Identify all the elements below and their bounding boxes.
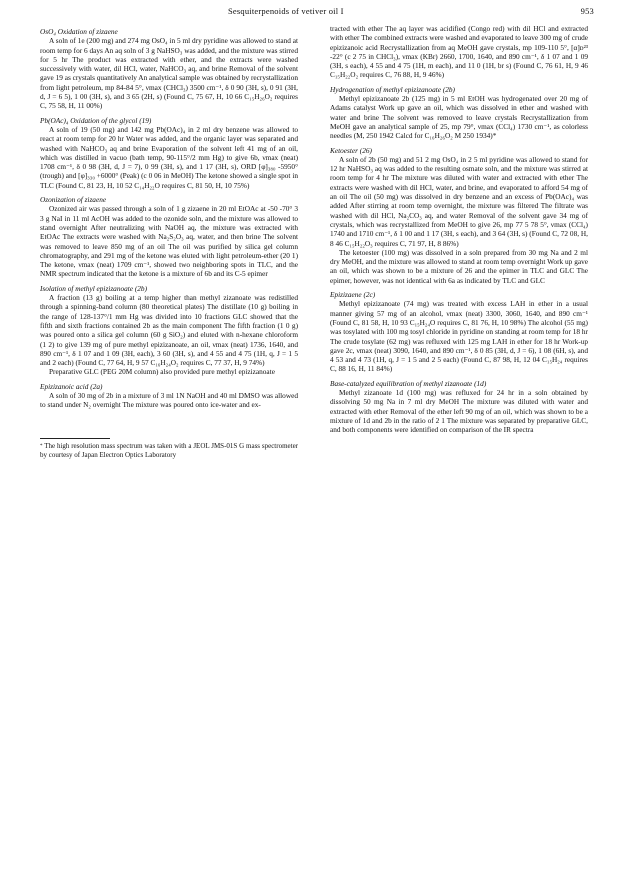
left-column: [40, 24, 298, 460]
section-heading: Base-catalyzed equilibration of methyl zizanoate (1d): [330, 378, 487, 388]
paragraph: tracted with ether The aq layer was acidified (Congo red) with dil HCl and extracted with ether The combined extracts were washed and evaporated to leave 300 mg of crude epizizanoic acid Recrystallization from aq MeOH gave crystals, mp 109-110 5°, [α]ᴅ²³ -22° (c 2 75 in CHCl₃), νmax (KBr) 2660, 1700, 1640, and 890 cm⁻¹, δ 1 07 and 1 09 (3H, s each), 4 55 and 4 75 (1H, m each), and 11 0 (1H, br s) (Found C, 76 61, H, 9 46 C₁₅H₂₂O₂ requires C, 76 88, H, 9 46%): [330, 24, 588, 80]
paragraph: A fraction (13 g) boiling at a temp higher than methyl zizanoate was redistilled through a spinning-band column (80 theoretical plates) The distillate (10 g) boiling in the range of 128-137°/1 mm Hg was divided into 10 fractions GLC showed that the fifth and sixth fractions contained 2b as the main component The fifth fraction (1 0 g) was poured onto a silica gel column (60 g SiO₂) and eluted with n-hexane chloroform (1 2) to give 139 mg of pure methyl epizizanoate, an oil, νmax (neat) 1736, 1640, and 890 cm⁻¹, δ 1 07 and 1 09 (3H, each), 3 60 (3H, s), and 4 55 and 4 75 (1H, q, J = 1 5 and 2 each) (Found C, 77 64, H, 9 57 C₁₆H₂₄O₂ requires C, 77 37, H, 9 74%): [40, 293, 298, 368]
section-isolation: [40, 284, 298, 377]
section-oso4-oxidation: [40, 27, 298, 111]
section-heading: Ketoester (26): [330, 145, 372, 155]
footnote-rule: [40, 438, 110, 439]
running-head: [0, 6, 624, 20]
paragraph: Ozonized air was passed through a soln of 1 g zizaene in 20 ml EtOAc at -50 -70° 3 3 g NaI in 11 ml AcOH was added to the ozonide soln, and the mixture was allowed to stand overnight After neutralizing with NaOH aq, the mixture was extracted with EtOAc The extracts were washed with Na₂S₂O₃ aq, water, and then brine The solvent was removed to leave 850 mg of an oil The oil was purified by silica gel column chromatography, and 291 mg of the ketone was eluted with light petroleum-ether (20 1) The ketone, νmax (neat) 1709 cm⁻¹, showed two neighboring spots in TLC, and the NMR spectrum indicated that the ketone is a mixture of 6b and its C-5 epimer: [40, 204, 298, 279]
section-ozonization: [40, 195, 298, 279]
paragraph: A soln of 1e (200 mg) and 274 mg OsO₄ in 5 ml dry pyridine was allowed to stand at room temp for 6 days An aq soln of 3 g NaHSO₃ was added, and the mixture was stirred for 5 hr The product was extracted with ether, and the extracts were washed successively with water, dil HCl, water, NaHCO₃ aq, and brine Removal of the solvent gave 19 as crystals quantitatively An analytical sample was obtained by recrystallization from light petroleum, mp 84-84 5°, νmax (CHCl₃) 3500 cm⁻¹, δ 0 90 (3H, s), 0 91 (3H, d, J = 6 5), 1 00 (3H, s), and 3 65 (2H, s) (Found C, 75 67, H, 10 66 C₁₅H₂₆O₂ requires C, 75 58, H, 11 00%): [40, 36, 298, 111]
section-hydrogenation: [330, 85, 588, 141]
paragraph: Methyl epizizanoate 2b (125 mg) in 5 ml EtOH was hydrogenated over 20 mg of Adams catalyst Work up gave an oil, which was dissolved in ether and washed with water and brine The solvent was removed to leave crystals Recrystallization from MeOH gave an analytical sample of 25, mp 79°, νmax (CCl₄) 1730 cm⁻¹, as colorless needles (M, 250 1942 Calcd for C₁₆H₂₆O₂ M 250 1934)*: [330, 94, 588, 141]
section-heading: Ozonization of zizaene: [40, 195, 107, 205]
footnote-mark: *: [40, 443, 43, 449]
running-title: Sesquiterpenoids of vetiver oil I: [228, 6, 344, 16]
section-heading: Pb(OAc)₄ Oxidation of the glycol (19): [40, 115, 152, 125]
section-continuation: [330, 24, 588, 80]
paragraph: Methyl epizizanoate (74 mg) was treated with excess LAH in ether in a usual manner giving 57 mg of an alcohol, νmax (neat) 3300, 3060, 1640, and 890 cm⁻¹ (Found C, 81 58, H, 10 93 C₁₅H₂₄O requires C, 81 76, H, 10 98%) The alcohol (55 mg) was tosylated with 100 mg tosyl chloride in pyridine on standing at room temp for 18 hr The crude tosylate (62 mg) was refluxed with 125 mg LAH in ether for 18 hr Work-up gave 2c, νmax (neat) 3090, 1640, and 890 cm⁻¹, δ 0 85 (3H, d, J = 6), 1 08 (6H, s), and 4 53 and 4 73 (1H, q, J = 1 5 and 2 5 each) (Found C, 87 98, H, 12 04 C₁₅H₂₄ requires C, 88 16, H, 11 84%): [330, 299, 588, 374]
section-pb-oxidation: [40, 116, 298, 190]
paragraph: Methyl zizanoate 1d (100 mg) was refluxed for 24 hr in a soln obtained by dissolving 50 mg Na in 7 ml dry MeOH The mixture was diluted with water and extracted with ether Removal of the ether left 90 mg of an oil, which was shown to be a mixture of 1d and 2b in the ratio of 2 1 The mixture was separated by preparative GLC, and both components were identified on comparison of the IR spectra: [330, 387, 588, 435]
section-heading: Isolation of methyl epizizanoate (2b): [40, 283, 148, 293]
section-ketoester: [330, 146, 588, 285]
section-heading: Epizizanoic acid (2a): [40, 381, 103, 391]
footnote-text: The high resolution mass spectrum was taken with a JEOL JMS-01S G mass spectrometer by courtesy of Japan Electron Optics Laboratory: [40, 441, 299, 459]
paragraph: A soln of 19 (50 mg) and 142 mg Pb(OAc)₄ in 2 ml dry benzene was allowed to react at room temp for 20 hr Water was added, and the organic layer was separated and washed with NaHCO₃ aq and brine Evaporation of the solvent left 41 mg of an oil, which was distilled in vacuo (bath temp, 90-115°/2 mm Hg) to give 6b, νmax (neat) 1708 cm⁻¹, δ 0 98 (3H, d, J = 7), 0 99 (3H, s), and 1 17 (3H, s), ORD [φ]₃₈₀ -5950° (trough) and [φ]₃₃₀ +6000° (Peak) (c 0 06 in MeOH) The ketone showed a single spot in TLC (Found C, 81 23, H, 10 52 C₁₄H₂₂O requires C, 81 50, H, 10 75%): [40, 124, 298, 190]
footnote: [40, 442, 298, 460]
section-equilibration: [330, 379, 588, 435]
section-heading: Hydrogenation of methyl epizizanoate (2b): [330, 84, 455, 94]
section-heading: OsO₄ Oxidation of zizaene: [40, 27, 118, 36]
section-epizizanoic-acid: [40, 382, 298, 410]
page-number: 953: [580, 6, 594, 16]
right-column: [330, 24, 588, 439]
paragraph: A soln of 2b (50 mg) and 51 2 mg OsO₄ in 2 5 ml pyridine was allowed to stand for 12 hr NaHSO₃ aq was added to the resulting osmate soln, and the mixture was stirred at room temp for 4 hr The mixture was diluted with water and extracted with ether The extracts were washed with dil HCl, water, and brine, and evaporated to afford 54 mg of an oil The oil (50 mg) was dissolved in dry benzene and an excess of Pb(OAc)₄ was added After stirring at room temp overnight, the mixture was filtered The filtrate was washed with dil HCl, Na₂CO₃ aq, and water Removal of the solvent gave 34 mg of crystals, which was recrystallized from MeOH to give 26, mp 77 5 78 5°, νmax (CCl₄) 1740 and 1710 cm⁻¹, δ 1 00 and 1 17 (3H, s each), and 3 64 (3H, s) (Found C, 72 08, H, 8 46 C₁₅H₂₂O₃ requires C, 71 97, H, 8 86%): [330, 154, 588, 248]
section-heading: Epizizaene (2c): [330, 290, 376, 300]
section-epizizaene: [330, 290, 588, 374]
paragraph: Preparative GLC (PEG 20M column) also provided pure methyl epizizanoate: [49, 367, 275, 377]
paragraph: A soln of 30 mg of 2b in a mixture of 3 ml 1N NaOH and 40 ml DMSO was allowed to stand under N₂ overnight The mixture was poured onto ice-water and ex-: [40, 390, 298, 410]
paragraph: The ketoester (100 mg) was dissolved in a soln prepared from 30 mg Na and 2 ml dry MeOH, and the mixture was allowed to stand at room temp overnight Work up gave an oil, which was shown to be a mixture of 26 and the epimer in TLC and GLC The epimer, however, was not identical with 6a as indicated by TLC and GLC: [330, 247, 588, 285]
